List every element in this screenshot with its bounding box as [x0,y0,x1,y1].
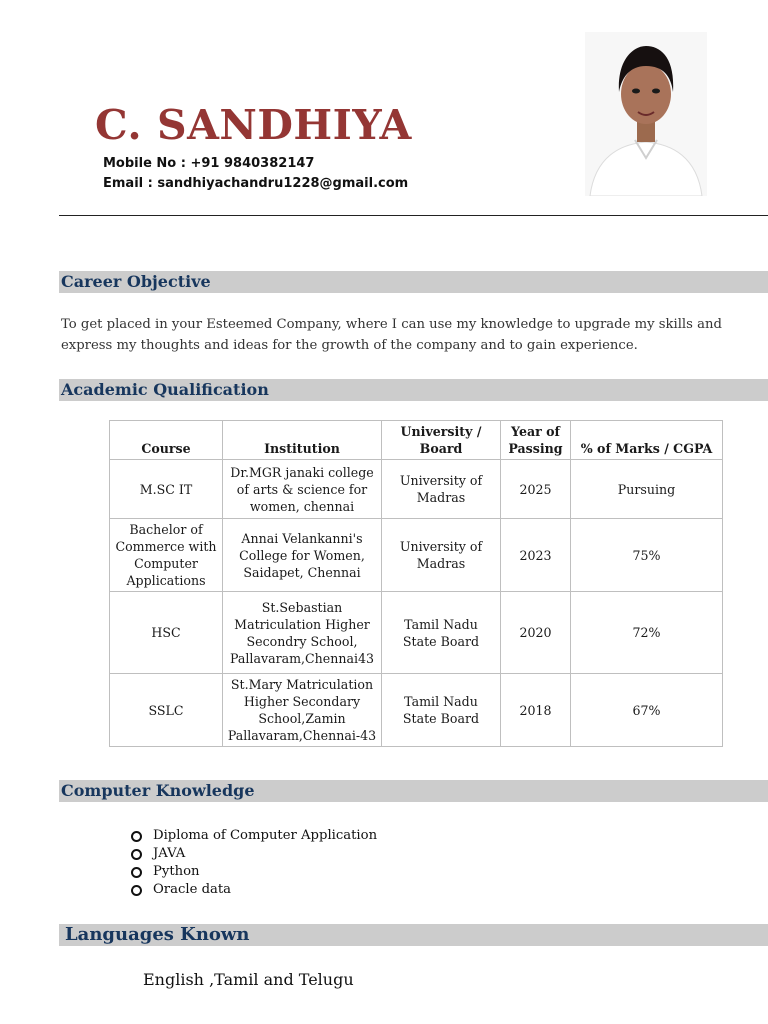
table-cell: Dr.MGR janaki college of arts & science for women, chennai [223,460,382,519]
academic-table [109,420,723,747]
table-cell: 67% [571,674,723,747]
table-cell: Tamil Nadu State Board [382,592,501,674]
table-cell: Tamil Nadu State Board [382,674,501,747]
table-cell: 2020 [501,592,571,674]
column-header: University / Board [382,421,501,460]
list-item [131,881,377,899]
table-cell: 72% [571,592,723,674]
languages-text: English ,Tamil and Telugu [143,970,354,989]
column-header: % of Marks / CGPA [571,421,723,460]
table-cell: 75% [571,519,723,592]
academic-heading: Academic Qualification [59,379,768,401]
table-row [110,460,723,519]
circle-bullet-icon [131,831,142,842]
table-cell: 2023 [501,519,571,592]
column-header: Institution [223,421,382,460]
mobile-number: Mobile No : +91 9840382147 [103,156,315,171]
table-row [110,592,723,674]
circle-bullet-icon [131,885,142,896]
table-cell: St.Mary Matriculation Higher Secondary School,Zamin Pallavaram,Chennai-43 [223,674,382,747]
table-row [110,674,723,747]
table-cell: 2018 [501,674,571,747]
computer-knowledge-list [131,827,377,899]
column-header: Course [110,421,223,460]
table-cell: SSLC [110,674,223,747]
header-divider [59,215,768,216]
list-item-label: Python [153,864,200,879]
table-cell: HSC [110,592,223,674]
career-objective-heading: Career Objective [59,271,768,293]
table-cell: Annai Velankanni's College for Women, Saidapet, Chennai [223,519,382,592]
column-header: Year of Passing [501,421,571,460]
circle-bullet-icon [131,849,142,860]
list-item [131,845,377,863]
table-cell: Bachelor of Commerce with Computer Applications [110,519,223,592]
table-cell: University of Madras [382,460,501,519]
table-cell: University of Madras [382,519,501,592]
languages-heading: Languages Known [59,924,768,946]
circle-bullet-icon [131,867,142,878]
list-item-label: Diploma of Computer Application [153,828,378,843]
career-objective-text: To get placed in your Esteemed Company, where I can use my knowledge to upgrade my skills and express my thoughts and ideas for the growth of the company and to gain experience. [61,317,722,353]
list-item [131,827,377,845]
table-cell: M.SC IT [110,460,223,519]
email-address: Email : sandhiyachandru1228@gmail.com [103,176,409,191]
list-item-label: JAVA [153,846,186,861]
table-header-row [110,421,723,460]
list-item-label: Oracle data [153,882,232,897]
candidate-name: C. SANDHIYA [95,101,412,149]
table-row [110,519,723,592]
table-cell: 2025 [501,460,571,519]
computer-knowledge-heading: Computer Knowledge [59,780,768,802]
table-cell: St.Sebastian Matriculation Higher Secondry School, Pallavaram,Chennai43 [223,592,382,674]
list-item [131,863,377,881]
profile-photo [585,32,707,196]
table-cell: Pursuing [571,460,723,519]
